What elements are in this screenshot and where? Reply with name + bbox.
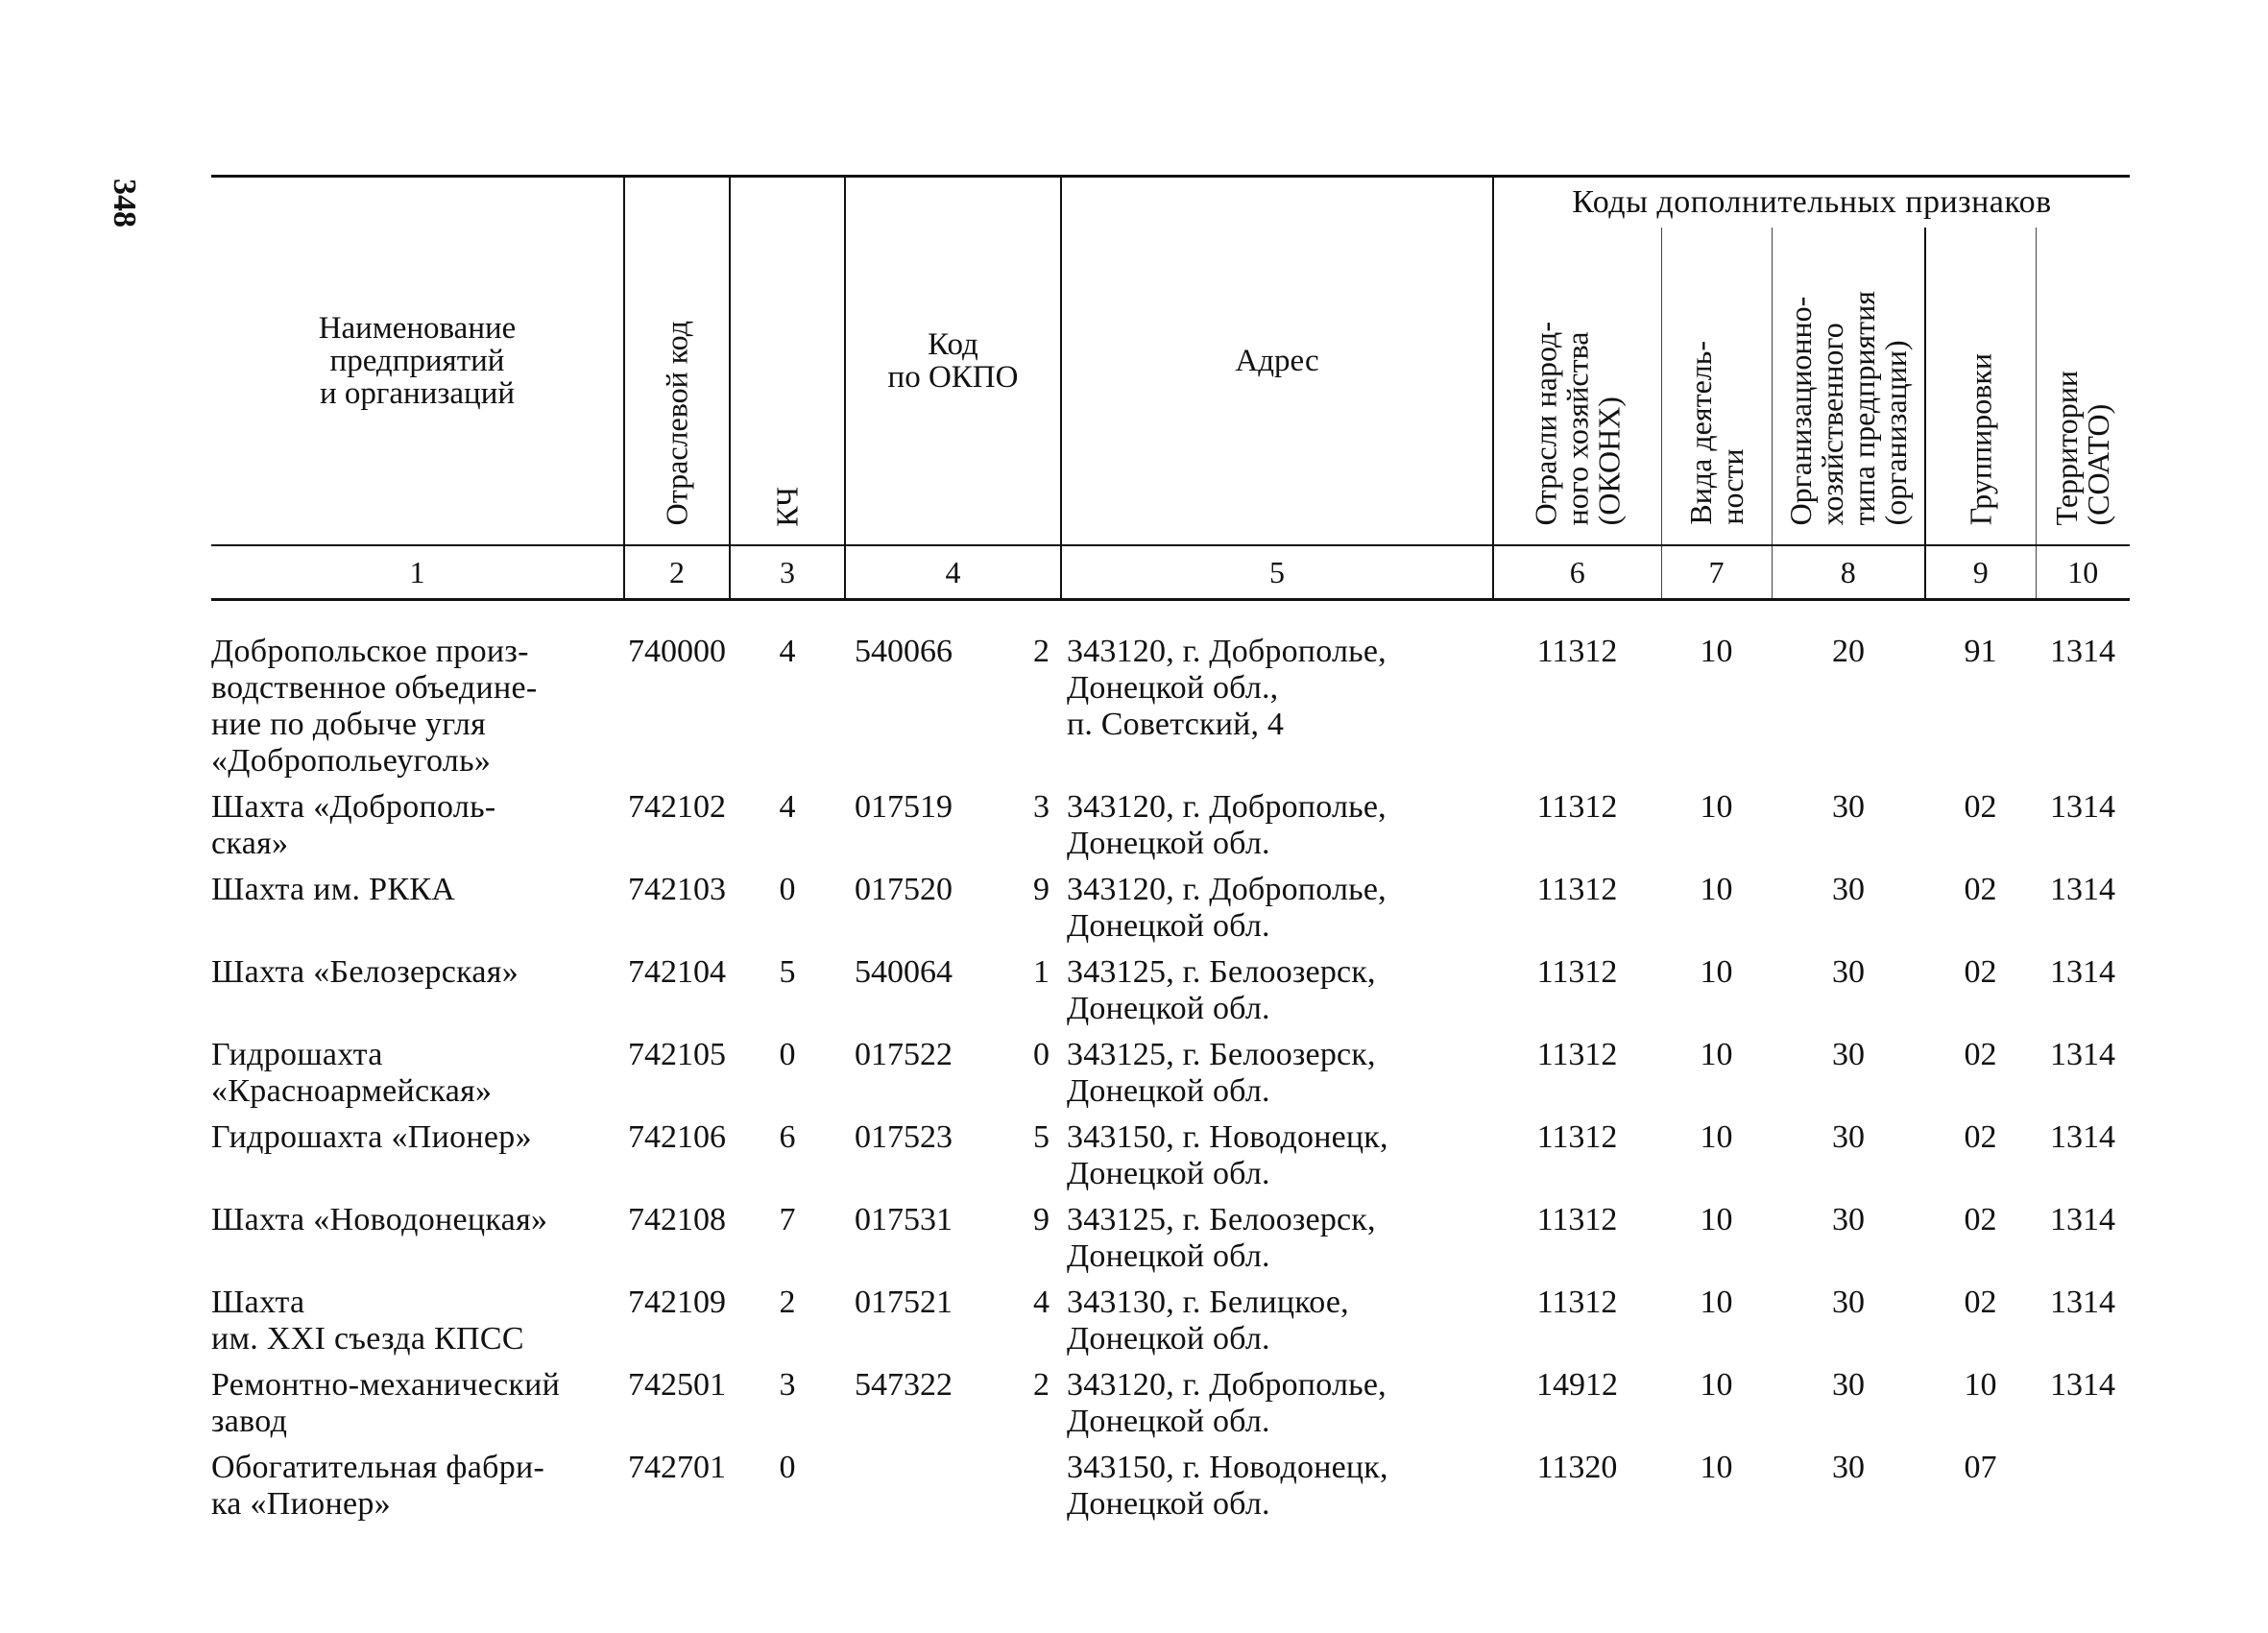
header-okonh: Отрасли народ- ного хозяйства (ОКОНХ) <box>1493 228 1661 545</box>
address-line: Донецкой обл. <box>1067 1156 1270 1191</box>
address-line: 343120, г. Доброполье, <box>1067 789 1387 825</box>
branch-code-cell: 742109 <box>628 1285 726 1320</box>
address-cell <box>1061 600 1493 780</box>
column-number: 4 <box>845 545 1061 600</box>
okonh-cell: 11320 <box>1536 1450 1618 1485</box>
soato-cell: 1314 <box>2050 954 2115 990</box>
grouping-cell: 02 <box>1964 1119 1997 1155</box>
address-line: Донецкой обл. <box>1067 1073 1270 1109</box>
address-line: 343120, г. Доброполье, <box>1067 634 1387 669</box>
okpo-cell <box>845 600 1061 780</box>
kch-cell: 0 <box>779 872 796 907</box>
enterprise-name-line: завод <box>211 1404 288 1439</box>
branch-code-cell: 742104 <box>628 954 726 990</box>
kch-cell: 2 <box>779 1285 796 1320</box>
org-type-cell: 30 <box>1832 789 1865 825</box>
address-cell <box>1061 1110 1493 1192</box>
soato-cell: 1314 <box>2050 1119 2115 1155</box>
branch-code-cell: 742108 <box>628 1202 726 1237</box>
header-grouping: Группировки <box>1925 228 2036 545</box>
org-type-cell: 30 <box>1832 1450 1865 1485</box>
enterprise-name-line: «Красноармейская» <box>211 1073 493 1109</box>
okpo-check-digit: 0 <box>1033 1037 1050 1072</box>
enterprise-name-cell <box>211 1357 624 1440</box>
activity-cell: 10 <box>1700 1367 1733 1403</box>
address-line: 343125, г. Белоозерск, <box>1067 1202 1376 1237</box>
soato-cell: 1314 <box>2050 789 2115 825</box>
address-line: Донецкой обл. <box>1067 1238 1270 1274</box>
org-type-cell: 30 <box>1832 872 1865 907</box>
kch-cell: 6 <box>779 1119 796 1155</box>
okpo-cell <box>845 1357 1061 1440</box>
okpo-cell <box>845 780 1061 862</box>
enterprise-name-cell <box>211 1440 624 1523</box>
address-cell <box>1061 945 1493 1027</box>
column-number: 5 <box>1061 545 1493 600</box>
okpo-check-digit: 9 <box>1033 872 1050 907</box>
header-kch: КЧ <box>730 177 845 546</box>
enterprise-name-line: Ремонтно-механический <box>211 1367 561 1403</box>
activity-cell: 10 <box>1700 954 1733 990</box>
okpo-cell <box>845 945 1061 1027</box>
enterprise-name-line: Обогатительная фабри- <box>211 1450 545 1485</box>
enterprise-name-line: Гидрошахта «Пионер» <box>211 1119 532 1155</box>
kch-cell: 0 <box>779 1450 796 1485</box>
address-line: 343150, г. Новодонецк, <box>1067 1450 1388 1485</box>
okpo-cell <box>845 1192 1061 1275</box>
org-type-cell: 30 <box>1832 954 1865 990</box>
enterprise-name-line: ние по добыче угля <box>211 707 487 742</box>
grouping-cell: 02 <box>1964 872 1997 907</box>
soato-cell: 1314 <box>2050 1285 2115 1320</box>
org-type-cell: 30 <box>1832 1202 1865 1237</box>
grouping-cell: 91 <box>1964 634 1997 669</box>
branch-code-cell: 742701 <box>628 1450 726 1485</box>
kch-cell: 7 <box>779 1202 796 1237</box>
okpo-code: 017522 <box>855 1037 953 1072</box>
enterprise-name-line: ка «Пионер» <box>211 1486 391 1522</box>
soato-cell: 1314 <box>2050 1202 2115 1237</box>
address-line: Донецкой обл. <box>1067 1486 1270 1522</box>
enterprise-name-line: Шахта <box>211 1285 305 1320</box>
okonh-cell: 11312 <box>1536 1285 1618 1320</box>
page-number: 348 <box>107 179 142 228</box>
table-row <box>211 945 2130 1027</box>
okonh-cell: 11312 <box>1536 1037 1618 1072</box>
okonh-cell: 11312 <box>1536 1119 1618 1155</box>
okonh-cell: 11312 <box>1536 1202 1618 1237</box>
address-cell <box>1061 780 1493 862</box>
grouping-cell: 02 <box>1964 789 1997 825</box>
enterprise-name-line: Добропольское произ- <box>211 634 529 669</box>
header-additional-codes: Коды дополнительных признаков <box>1493 177 2130 228</box>
address-line: Донецкой обл. <box>1067 991 1270 1026</box>
enterprise-name-cell <box>211 1192 624 1275</box>
table-row <box>211 1110 2130 1192</box>
branch-code-cell: 742102 <box>628 789 726 825</box>
enterprise-name-line: Шахта «Белозерская» <box>211 954 519 990</box>
header-branch-code: Отраслевой код <box>624 177 730 546</box>
enterprise-name-line: Шахта им. РККА <box>211 872 456 907</box>
okonh-cell: 14912 <box>1536 1367 1618 1403</box>
column-number: 9 <box>1925 545 2036 600</box>
address-line: 343120, г. Доброполье, <box>1067 872 1387 907</box>
enterprise-codes-table <box>211 175 2130 1523</box>
header-soato: Территории (СОАТО) <box>2036 228 2130 545</box>
column-number: 1 <box>211 545 624 600</box>
kch-cell: 0 <box>779 1037 796 1072</box>
address-cell <box>1061 862 1493 945</box>
grouping-cell: 02 <box>1964 1037 1997 1072</box>
branch-code-cell: 742501 <box>628 1367 726 1403</box>
grouping-cell: 02 <box>1964 1202 1997 1237</box>
column-number: 8 <box>1772 545 1925 600</box>
address-cell <box>1061 1440 1493 1523</box>
address-line: Донецкой обл. <box>1067 1404 1270 1439</box>
okpo-check-digit: 5 <box>1033 1119 1050 1155</box>
enterprise-name-cell <box>211 1027 624 1110</box>
header-address: Адрес <box>1061 177 1493 546</box>
address-line: Донецкой обл. <box>1067 908 1270 944</box>
okpo-cell <box>845 1275 1061 1357</box>
column-number: 7 <box>1661 545 1772 600</box>
activity-cell: 10 <box>1700 872 1733 907</box>
activity-cell: 10 <box>1700 1285 1733 1320</box>
activity-cell: 10 <box>1700 634 1733 669</box>
table-row <box>211 1440 2130 1523</box>
okonh-cell: 11312 <box>1536 789 1618 825</box>
address-line: 343125, г. Белоозерск, <box>1067 954 1376 990</box>
address-cell <box>1061 1357 1493 1440</box>
enterprise-name-line: водственное объедине- <box>211 670 538 706</box>
org-type-cell: 20 <box>1832 634 1865 669</box>
okpo-check-digit: 1 <box>1033 954 1050 990</box>
soato-cell: 1314 <box>2050 1367 2115 1403</box>
kch-cell: 3 <box>779 1367 796 1403</box>
activity-cell: 10 <box>1700 1450 1733 1485</box>
address-cell <box>1061 1192 1493 1275</box>
header-name: Наименование предприятий и организаций <box>211 177 624 546</box>
branch-code-cell: 740000 <box>628 634 726 669</box>
table-row <box>211 1027 2130 1110</box>
org-type-cell: 30 <box>1832 1119 1865 1155</box>
address-line: 343120, г. Доброполье, <box>1067 1367 1387 1403</box>
okpo-check-digit: 2 <box>1033 1367 1050 1403</box>
enterprise-name-line: Гидрошахта <box>211 1037 383 1072</box>
table-row <box>211 862 2130 945</box>
address-cell <box>1061 1027 1493 1110</box>
kch-cell: 4 <box>779 634 796 669</box>
org-type-cell: 30 <box>1832 1285 1865 1320</box>
branch-code-cell: 742105 <box>628 1037 726 1072</box>
okpo-cell <box>845 1110 1061 1192</box>
enterprise-name-cell <box>211 1110 624 1192</box>
table-body <box>211 600 2130 1524</box>
okpo-code: 017520 <box>855 872 953 907</box>
okpo-cell <box>845 1440 1061 1523</box>
okonh-cell: 11312 <box>1536 954 1618 990</box>
activity-cell: 10 <box>1700 1037 1733 1072</box>
branch-code-cell: 742106 <box>628 1119 726 1155</box>
okonh-cell: 11312 <box>1536 634 1618 669</box>
okpo-code: 547322 <box>855 1367 953 1403</box>
column-number: 3 <box>730 545 845 600</box>
enterprise-name-cell <box>211 1275 624 1357</box>
soato-cell: 1314 <box>2050 634 2115 669</box>
header-activity: Вида деятель- ности <box>1661 228 1772 545</box>
table-row <box>211 780 2130 862</box>
kch-cell: 4 <box>779 789 796 825</box>
column-number: 10 <box>2036 545 2130 600</box>
address-line: Донецкой обл. <box>1067 826 1270 861</box>
table-row <box>211 1275 2130 1357</box>
grouping-cell: 07 <box>1964 1450 1997 1485</box>
enterprise-name-line: Шахта «Новодонецкая» <box>211 1202 548 1237</box>
kch-cell: 5 <box>779 954 796 990</box>
enterprise-name-cell <box>211 862 624 945</box>
column-number: 6 <box>1493 545 1661 600</box>
okpo-code: 540064 <box>855 954 953 990</box>
enterprise-name-line: «Добропольеуголь» <box>211 743 492 779</box>
grouping-cell: 10 <box>1964 1367 1997 1403</box>
address-line: Донецкой обл., <box>1067 670 1279 706</box>
header-okpo: Код по ОКПО <box>845 177 1061 546</box>
okonh-cell: 11312 <box>1536 872 1618 907</box>
enterprise-name-line: им. XXI съезда КПСС <box>211 1321 524 1357</box>
enterprise-name-line: ская» <box>211 826 289 861</box>
column-number-row <box>211 545 2130 600</box>
okpo-cell <box>845 862 1061 945</box>
okpo-check-digit: 4 <box>1033 1285 1050 1320</box>
table-row <box>211 1357 2130 1440</box>
address-line: Донецкой обл. <box>1067 1321 1270 1357</box>
address-line: п. Советский, 4 <box>1067 707 1285 742</box>
okpo-code: 017531 <box>855 1202 953 1237</box>
okpo-code: 017523 <box>855 1119 953 1155</box>
column-number: 2 <box>624 545 730 600</box>
okpo-check-digit: 2 <box>1033 634 1050 669</box>
enterprise-name-cell <box>211 945 624 1027</box>
okpo-check-digit: 3 <box>1033 789 1050 825</box>
enterprise-name-cell <box>211 600 624 780</box>
activity-cell: 10 <box>1700 1119 1733 1155</box>
address-line: 343150, г. Новодонецк, <box>1067 1119 1388 1155</box>
okpo-code: 017519 <box>855 789 953 825</box>
okpo-code: 017521 <box>855 1285 953 1320</box>
table-row <box>211 1192 2130 1275</box>
address-line: 343125, г. Белоозерск, <box>1067 1037 1376 1072</box>
header-org-type: Организационно- хозяйственного типа предприятия (организации) <box>1772 228 1925 545</box>
org-type-cell: 30 <box>1832 1367 1865 1403</box>
soato-cell <box>2036 1440 2130 1523</box>
soato-cell: 1314 <box>2050 872 2115 907</box>
soato-cell: 1314 <box>2050 1037 2115 1072</box>
enterprise-name-cell <box>211 780 624 862</box>
address-cell <box>1061 1275 1493 1357</box>
activity-cell: 10 <box>1700 1202 1733 1237</box>
enterprise-name-line: Шахта «Доброполь- <box>211 789 496 825</box>
okpo-cell <box>845 1027 1061 1110</box>
okpo-check-digit: 9 <box>1033 1202 1050 1237</box>
branch-code-cell: 742103 <box>628 872 726 907</box>
grouping-cell: 02 <box>1964 954 1997 990</box>
table-row <box>211 600 2130 780</box>
activity-cell: 10 <box>1700 789 1733 825</box>
grouping-cell: 02 <box>1964 1285 1997 1320</box>
org-type-cell: 30 <box>1832 1037 1865 1072</box>
okpo-code: 540066 <box>855 634 953 669</box>
address-line: 343130, г. Белицкое, <box>1067 1285 1349 1320</box>
